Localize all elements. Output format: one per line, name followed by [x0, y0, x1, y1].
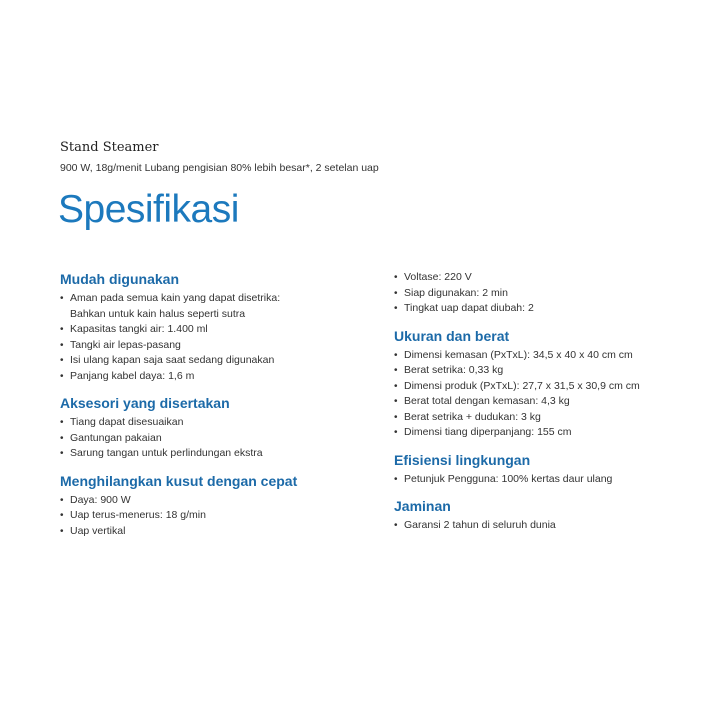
- bullet-icon: •: [60, 417, 64, 428]
- bullet-icon: •: [394, 427, 398, 438]
- product-title: Stand Steamer: [60, 140, 159, 155]
- spec-item: [60, 431, 360, 447]
- bullet-icon: •: [60, 432, 64, 444]
- spec-text: Voltase: 220 V: [404, 271, 472, 283]
- spec-item: [394, 394, 724, 410]
- bullet-icon: •: [394, 380, 398, 392]
- spec-item: [394, 363, 724, 379]
- spec-item: [60, 369, 360, 385]
- section-title: Mudah digunakan: [60, 271, 179, 287]
- bullet-icon: •: [60, 355, 64, 366]
- bullet-icon: •: [394, 473, 398, 485]
- bullet-icon: •: [60, 324, 64, 335]
- spec-text: Garansi 2 tahun di seluruh dunia: [404, 519, 556, 531]
- bullet-icon: •: [394, 411, 398, 423]
- spec-column-right: [394, 270, 724, 544]
- spec-text-continued: Bahkan untuk kain halus seperti sutra: [70, 307, 246, 320]
- spec-item: [394, 425, 724, 441]
- bullet-icon: •: [394, 520, 398, 531]
- bullet-icon: •: [394, 287, 398, 299]
- spec-item: [394, 472, 724, 488]
- spec-text: Dimensi produk (PxTxL): 27,7 x 31,5 x 30,9 cm cm: [404, 379, 640, 392]
- bullet-icon: •: [60, 448, 64, 459]
- section-title: Ukuran dan berat: [394, 327, 510, 344]
- spec-text: Sarung tangan untuk perlindungan ekstra: [70, 447, 263, 459]
- spec-text: Aman pada semua kain yang dapat disetrika:: [70, 292, 281, 304]
- bullet-icon: •: [60, 293, 64, 304]
- spec-text: Berat setrika: 0,33 kg: [404, 364, 504, 376]
- section-title: Jaminan: [394, 498, 451, 514]
- section-size-weight: [394, 327, 724, 441]
- bullet-icon: •: [394, 303, 398, 314]
- section-warranty: [394, 497, 724, 534]
- bullet-icon: •: [60, 339, 64, 351]
- spec-item: [60, 508, 360, 524]
- spec-item: [394, 301, 724, 317]
- spec-column-left: [60, 270, 360, 549]
- section-title: Menghilangkan kusut dengan cepat: [60, 472, 298, 489]
- spec-item: [394, 518, 724, 534]
- spec-text: Tingkat uap dapat diubah: 2: [404, 302, 534, 314]
- spec-text: Petunjuk Pengguna: 100% kertas daur ulang: [404, 472, 613, 485]
- spec-item: [394, 286, 724, 302]
- spec-item: [394, 270, 724, 286]
- spec-text: Daya: 900 W: [70, 493, 131, 506]
- bullet-icon: •: [394, 365, 398, 376]
- bullet-icon: •: [60, 370, 64, 382]
- bullet-icon: •: [60, 494, 64, 506]
- spec-text: Dimensi tiang diperpanjang: 155 cm: [404, 426, 572, 438]
- spec-text: Uap terus-menerus: 18 g/min: [70, 509, 206, 521]
- spec-item: [60, 291, 360, 322]
- bullet-icon: •: [60, 510, 64, 521]
- spec-text: Tangki air lepas-pasang: [70, 338, 181, 351]
- spec-text: Gantungan pakaian: [70, 431, 162, 444]
- spec-item: [60, 353, 360, 369]
- spec-item: [60, 493, 360, 509]
- spec-item: [60, 415, 360, 431]
- section-eco: [394, 451, 724, 488]
- product-subtitle: 900 W, 18g/menit Lubang pengisian 80% lebih besar*, 2 setelan uap: [60, 162, 379, 174]
- spec-item: [394, 379, 724, 395]
- spec-item: [60, 338, 360, 354]
- section-easy-use: [60, 270, 360, 384]
- section-wrinkle-removal: [60, 472, 360, 540]
- spec-text: Panjang kabel daya: 1,6 m: [70, 369, 195, 382]
- spec-text: Berat setrika + dudukan: 3 kg: [404, 410, 541, 423]
- spec-item: [60, 322, 360, 338]
- bullet-icon: •: [394, 272, 398, 283]
- spec-item: [60, 446, 360, 462]
- spec-item: [60, 524, 360, 540]
- spec-text: Siap digunakan: 2 min: [404, 286, 508, 299]
- page-heading: Spesifikasi: [58, 188, 239, 231]
- spec-item: [394, 410, 724, 426]
- section-title: Efisiensi lingkungan: [394, 451, 531, 468]
- bullet-icon: •: [60, 525, 64, 537]
- section-title: Aksesori yang disertakan: [60, 395, 230, 411]
- section-power: [394, 270, 724, 317]
- spec-text: Kapasitas tangki air: 1.400 ml: [70, 323, 208, 335]
- bullet-icon: •: [394, 349, 398, 361]
- spec-text: Uap vertikal: [70, 524, 126, 537]
- spec-item: [394, 348, 724, 364]
- spec-text: Berat total dengan kemasan: 4,3 kg: [404, 395, 570, 407]
- spec-text: Isi ulang kapan saja saat sedang digunakan: [70, 354, 275, 366]
- section-accessories: [60, 394, 360, 462]
- spec-text: Tiang dapat disesuaikan: [70, 416, 184, 428]
- bullet-icon: •: [394, 396, 398, 407]
- spec-text: Dimensi kemasan (PxTxL): 34,5 x 40 x 40 cm cm: [404, 348, 633, 361]
